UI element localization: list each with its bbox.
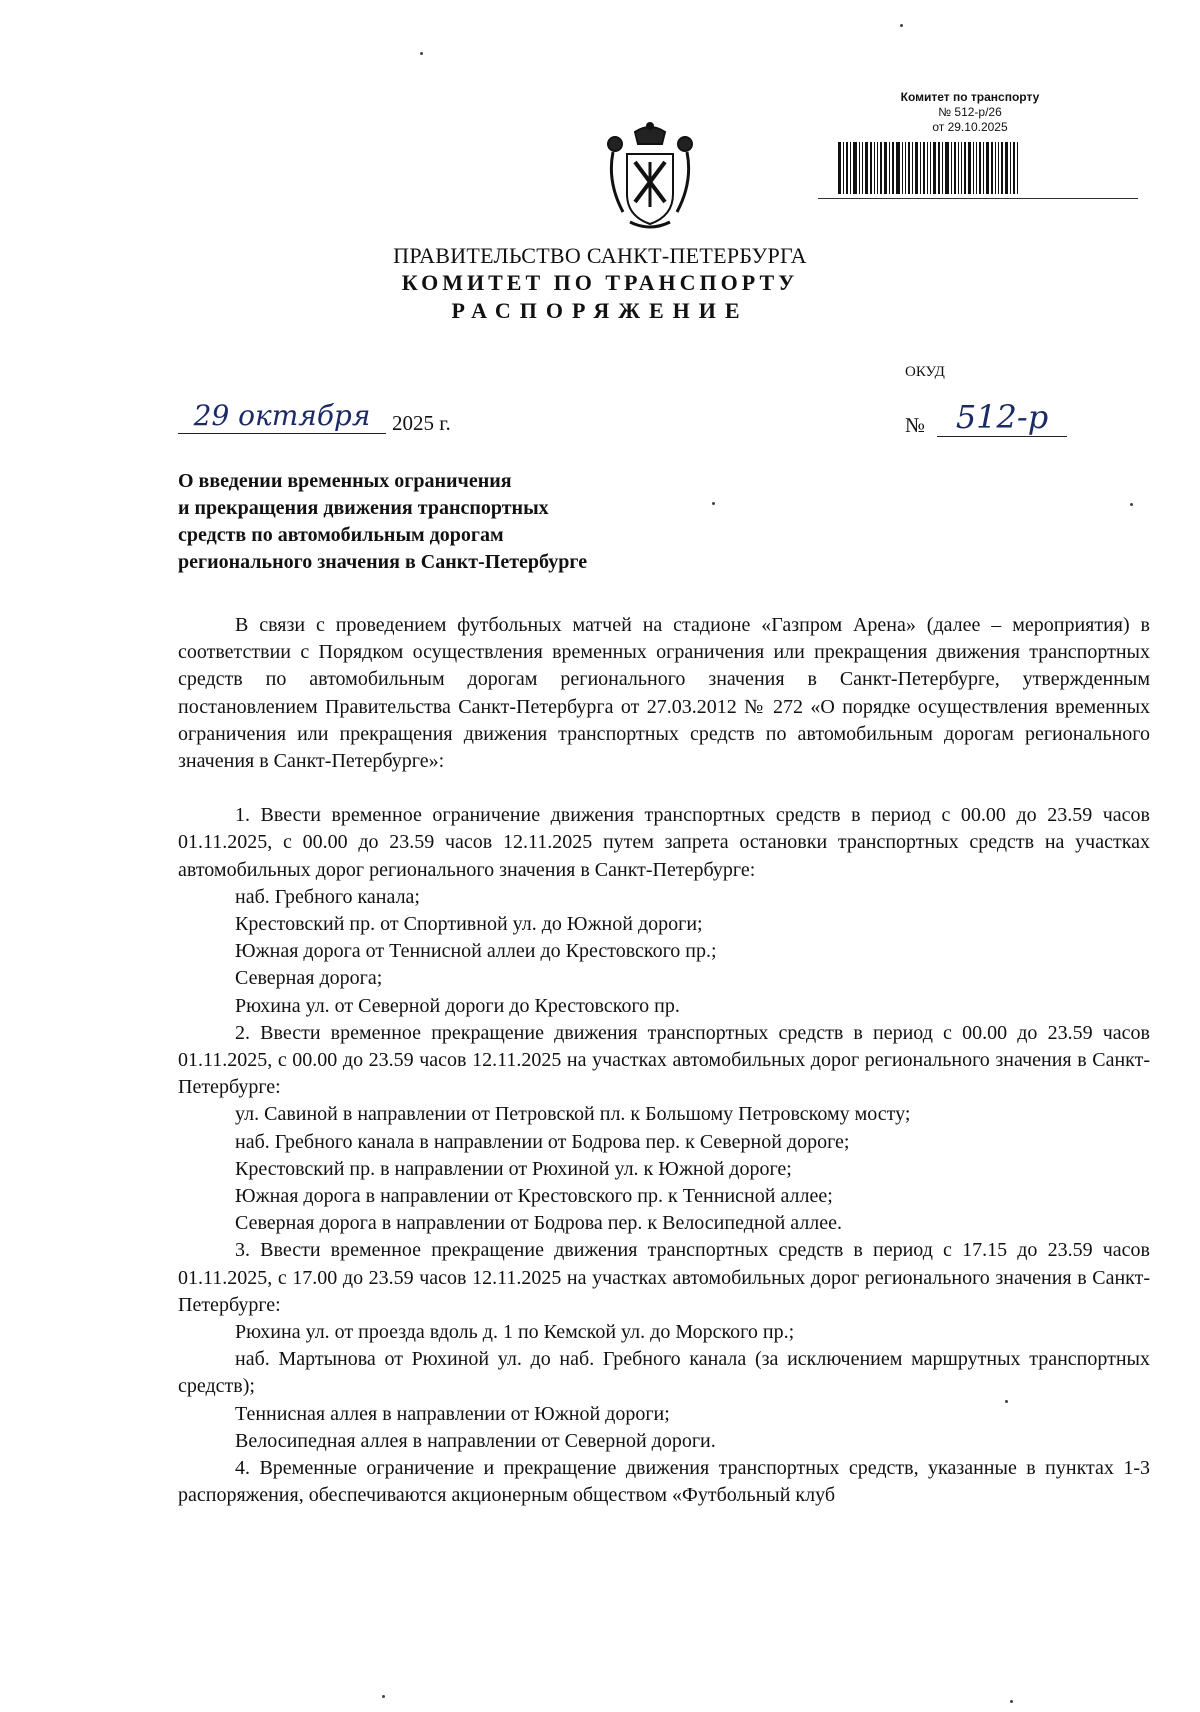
clause-2-item: Южная дорога в направлении от Крестовского пр. к Теннисной аллее; <box>235 1185 833 1208</box>
barcode-bar <box>1013 142 1015 194</box>
barcode-bar <box>961 142 962 194</box>
barcode-bar <box>870 142 872 194</box>
barcode-bar <box>973 142 974 194</box>
barcode-bar <box>938 142 940 194</box>
barcode-bar <box>889 142 890 194</box>
stamp-date: от 29.10.2025 <box>932 120 1008 134</box>
barcode-bar <box>862 142 863 194</box>
barcode-bar <box>930 142 931 194</box>
barcode-bar <box>954 142 956 194</box>
subject-line: регионального значения в Санкт-Петербурге <box>178 551 588 573</box>
barcode-bar <box>927 142 928 194</box>
okud-label: ОКУД <box>905 364 945 380</box>
clause-1-item: Северная дорога; <box>235 967 383 990</box>
clause-2-item: Крестовский пр. в направлении от Рюхиной ул. к Южной дороге; <box>235 1157 792 1180</box>
barcode-bar <box>877 142 878 194</box>
clause-1-item: Крестовский пр. от Спортивной ул. до Южной дороги; <box>235 913 703 936</box>
barcode-bar <box>964 142 966 194</box>
clause-2-item: Северная дорога в направлении от Бодрова пер. к Велосипедной аллее. <box>235 1212 843 1235</box>
subject-line: О введении временных ограничения <box>178 470 512 492</box>
barcode-bar <box>979 142 981 194</box>
clause-3-item: Велосипедная аллея в направлении от Северной дороги. <box>235 1429 716 1452</box>
date-year: 2025 г. <box>392 411 451 435</box>
handwritten-date: 29 октября <box>178 399 386 434</box>
stamp-underline <box>818 198 1138 199</box>
document-subject <box>178 468 738 576</box>
barcode-bar <box>968 142 971 194</box>
barcode-bar <box>942 142 943 194</box>
committee-title: КОМИТЕТ ПО ТРАНСПОРТУ <box>401 270 799 295</box>
barcode-bar <box>1005 142 1008 194</box>
barcode-bar <box>902 142 903 194</box>
barcode-bar <box>986 142 989 194</box>
barcode-bar <box>958 142 959 194</box>
preamble-paragraph: В связи с проведением футбольных матчей на стадионе «Газпром Арена» (далее – мероприятия) в соответствии с Порядком осуществления временных ограничения или прекращения движения транспортных средств по автомобильным дорогам регионального значения в Санкт-Петербурге, утвержденным постановлением Правительства Санкт-Петербурга от 27.03.2012 № 272 «О порядке осуществления временных ограничения или прекращения движения транспортных средств по автомобильным дорогам регионального значения в Санкт-Петербурге»: <box>178 614 1150 773</box>
clause-2-item: ул. Савиной в направлении от Петровской пл. к Большому Петровскому мосту; <box>235 1103 911 1126</box>
clause-3-item: Теннисная аллея в направлении от Южной дороги; <box>235 1402 670 1425</box>
barcode-bar <box>923 142 925 194</box>
stamp-number: № 512-р/26 <box>938 105 1002 119</box>
clause-2-text: 2. Ввести временное прекращение движения транспортных средств в период с 00.00 до 23.59 часов 01.11.2025, с 00.00 до 23.59 часов 12.11.2025 на участках автомобильных дорог регионального значения в Санкт-Петербурге: <box>178 1021 1150 1099</box>
barcode-bar <box>859 142 860 194</box>
barcode-bar <box>915 142 918 194</box>
barcode-bar <box>976 142 977 194</box>
handwritten-number: 512-р <box>937 398 1067 437</box>
clause-3-item: наб. Мартынова от Рюхиной ул. до наб. Гребного канала (за исключением маршрутных транспортных средств); <box>178 1348 1150 1398</box>
registration-stamp <box>855 90 1085 135</box>
clause-3-item: Рюхина ул. от проезда вдоль д. 1 по Кемской ул. до Морского пр.; <box>235 1321 795 1344</box>
subject-line: средств по автомобильным дорогам <box>178 524 504 546</box>
document-type-title: РАСПОРЯЖЕНИЕ <box>451 298 749 323</box>
barcode <box>838 142 1048 194</box>
barcode-bar <box>846 142 848 194</box>
barcode-bar <box>908 142 910 194</box>
barcode-bar <box>865 142 868 194</box>
clause-1-text: 1. Ввести временное ограничение движения транспортных средств в период с 00.00 до 23.59 часов 01.11.2025, с 00.00 до 23.59 часов 12.11.2025 путем запрета остановки транспортных средств на участках автомобильных дорог регионального значения в Санкт-Петербурге: <box>178 804 1150 881</box>
barcode-bar <box>1001 142 1003 194</box>
barcode-bar <box>951 142 952 194</box>
government-title: ПРАВИТЕЛЬСТВО САНКТ-ПЕТЕРБУРГА <box>393 243 807 268</box>
barcode-bar <box>995 142 996 194</box>
barcode-bar <box>1010 142 1011 194</box>
barcode-bar <box>991 142 993 194</box>
barcode-bar <box>843 142 844 194</box>
clause-4-text: 4. Временные ограничение и прекращение движения транспортных средств, указанные в пунктах 1-3 распоряжения, обеспечиваются акционерным обществом «Футбольный клуб <box>178 1457 1150 1507</box>
number-label: № <box>905 413 926 437</box>
stamp-committee: Комитет по транспорту <box>900 90 1040 104</box>
barcode-bar <box>945 142 949 194</box>
barcode-bar <box>998 142 999 194</box>
barcode-bar <box>933 142 936 194</box>
barcode-bar <box>880 142 882 194</box>
barcode-bar <box>912 142 913 194</box>
document-body <box>178 612 1150 1510</box>
clause-1-item: наб. Гребного канала; <box>235 885 420 908</box>
barcode-bar <box>896 142 900 194</box>
barcode-bar <box>850 142 851 194</box>
barcode-bar <box>874 142 875 194</box>
barcode-bar <box>983 142 984 194</box>
spb-coat-of-arms-icon <box>605 122 695 232</box>
clause-2-item: наб. Гребного канала в направлении от Бодрова пер. к Северной дороге; <box>235 1130 850 1153</box>
subject-line: и прекращения движения транспортных <box>178 497 549 519</box>
barcode-bar <box>853 142 857 194</box>
barcode-bar <box>920 142 921 194</box>
barcode-bar <box>884 142 887 194</box>
barcode-bar <box>838 142 841 194</box>
barcode-bar <box>892 142 894 194</box>
clause-1-item: Южная дорога от Теннисной аллеи до Крестовского пр.; <box>235 940 717 963</box>
clause-3-text: 3. Ввести временное прекращение движения транспортных средств в период с 17.15 до 23.59 часов 01.11.2025, с 17.00 до 23.59 часов 12.11.2025 на участках автомобильных дорог регионального значения в Санкт-Петербурге: <box>178 1239 1150 1316</box>
barcode-bar <box>905 142 906 194</box>
clause-1-item: Рюхина ул. от Северной дороги до Крестовского пр. <box>235 994 680 1017</box>
barcode-bar <box>1017 142 1018 194</box>
